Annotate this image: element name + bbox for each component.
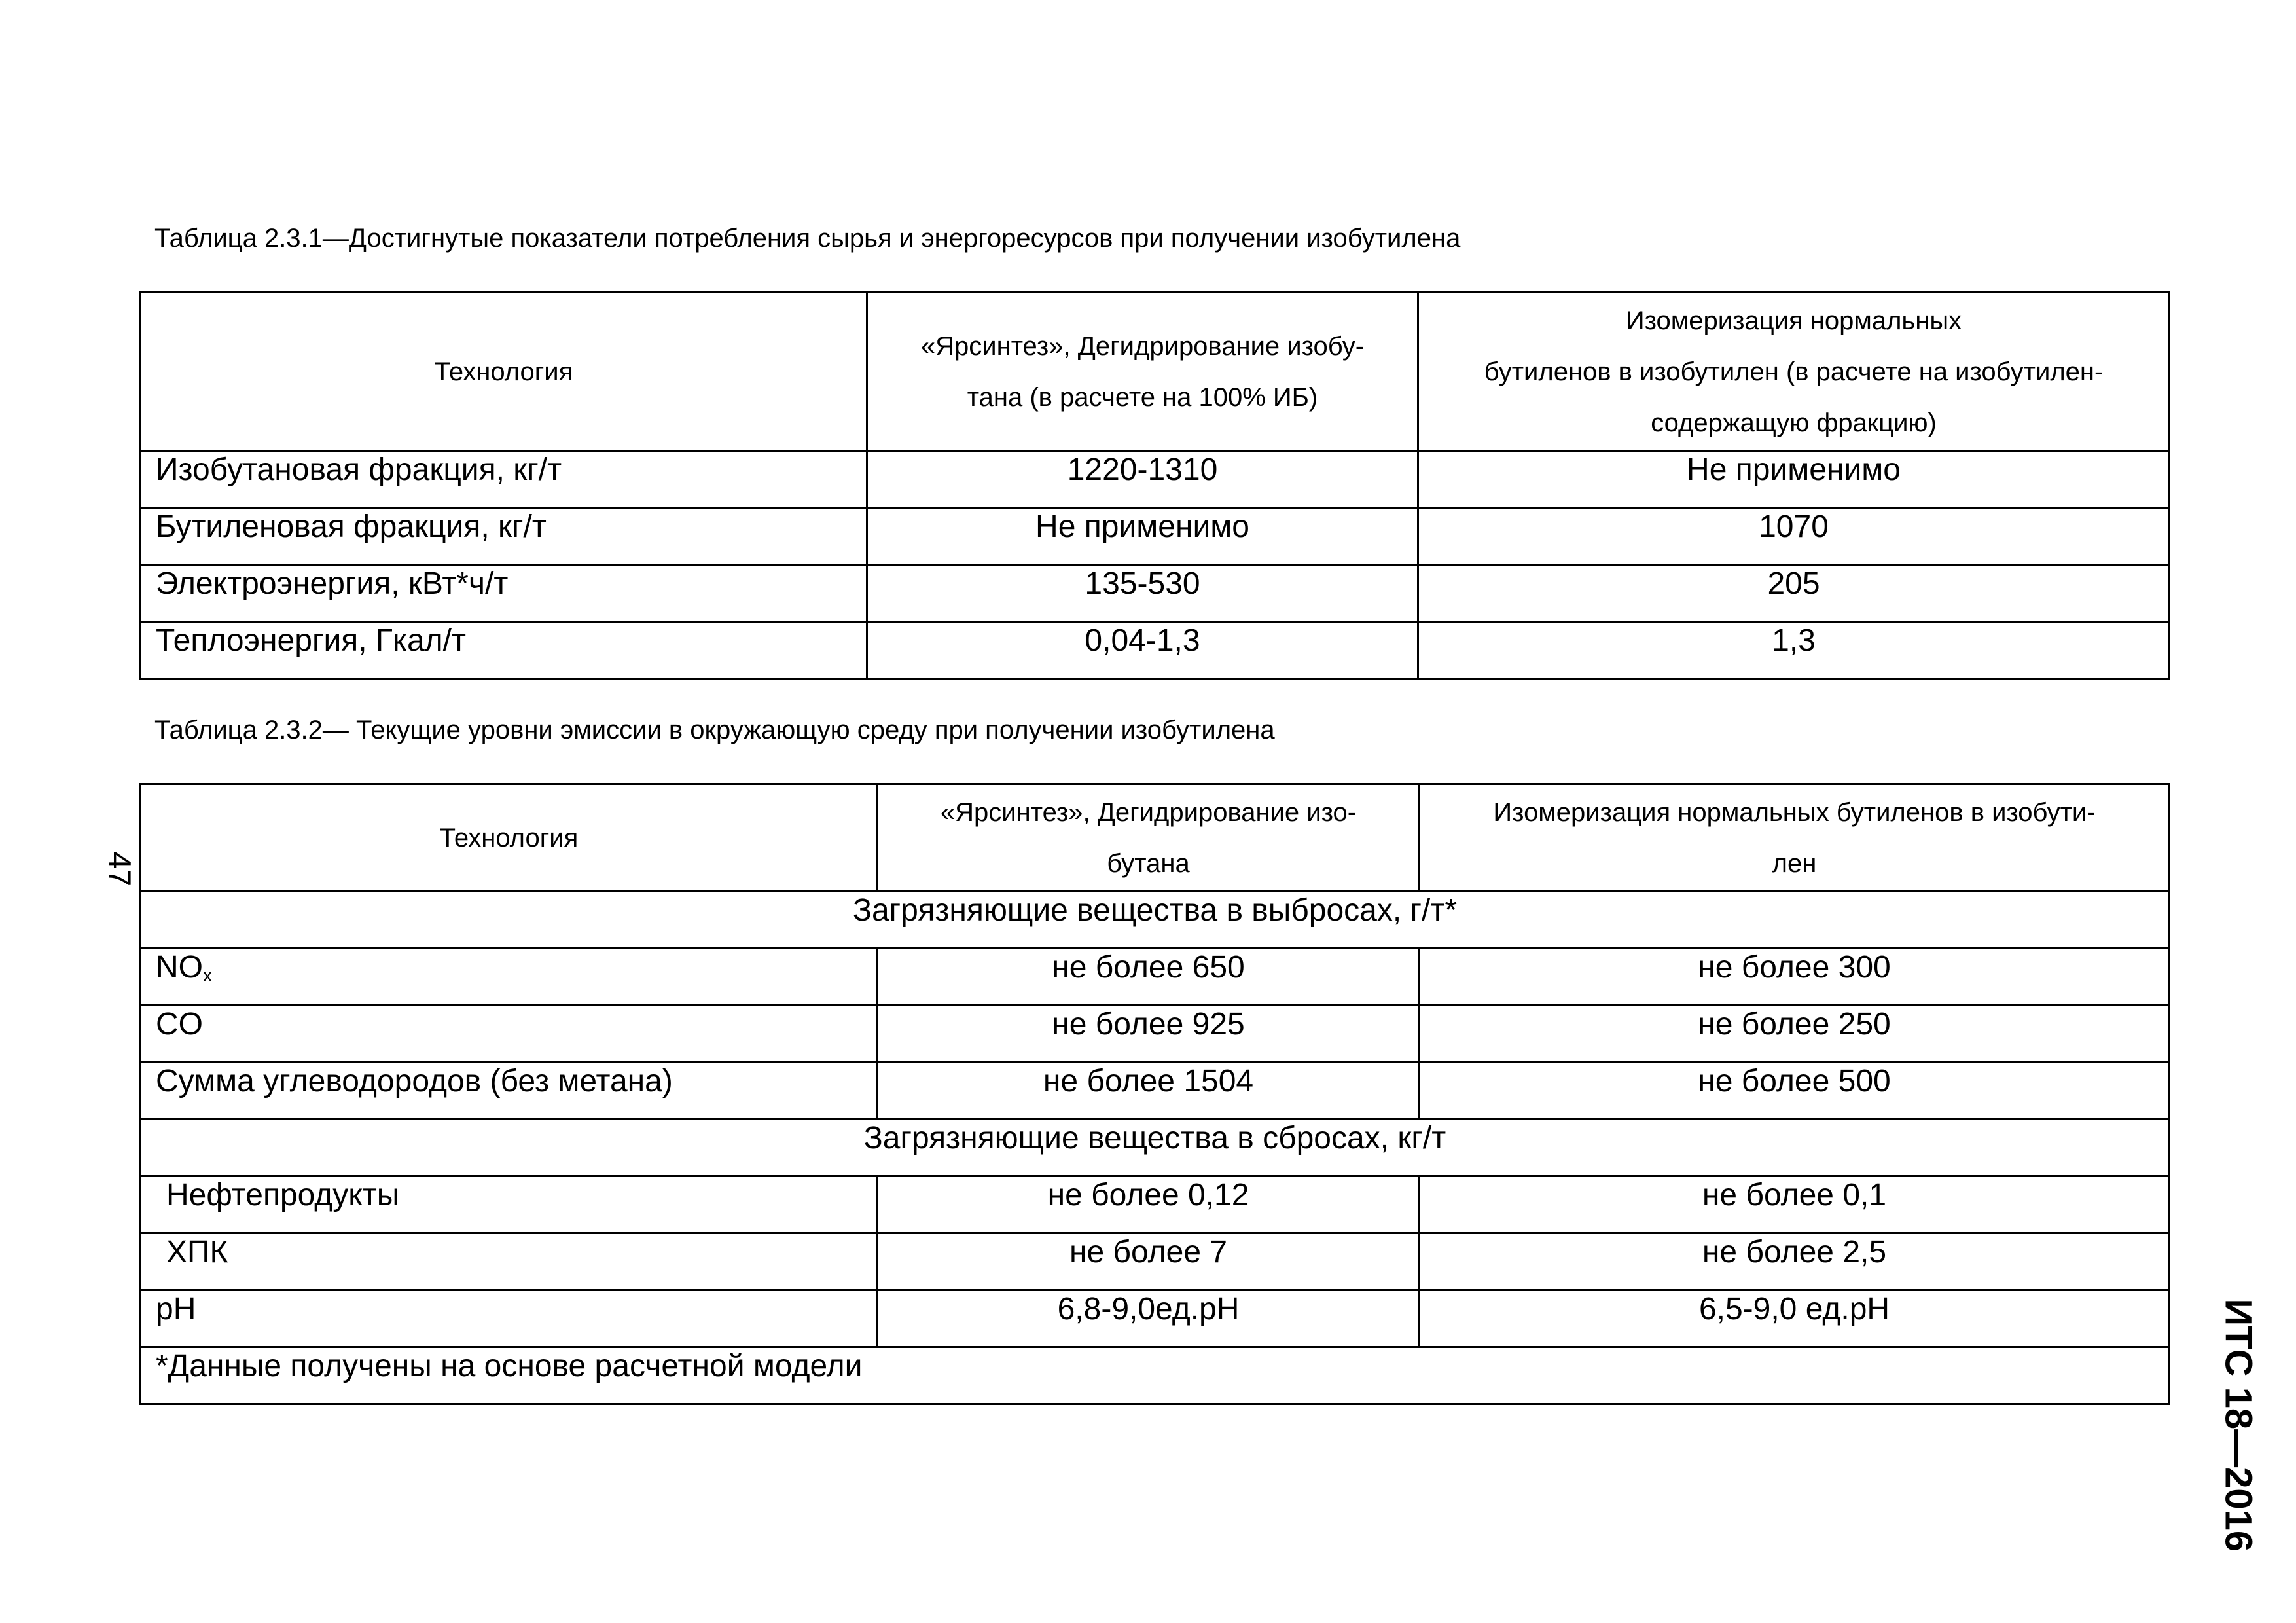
table-row-label: pH xyxy=(141,1290,878,1347)
document-code: ИТС 18—2016 xyxy=(2217,1298,2260,1552)
table-cell: не более 0,12 xyxy=(878,1176,1420,1233)
table-cell: не более 650 xyxy=(878,949,1420,1006)
table-cell: не более 0,1 xyxy=(1420,1176,2170,1233)
table-2-header-technology: Технология xyxy=(141,784,878,892)
table-row-label: Изобутановая фракция, кг/т xyxy=(141,451,867,508)
table-cell: не более 1504 xyxy=(878,1063,1420,1120)
table-1-header-technology: Технология xyxy=(141,293,867,451)
table-row-label: $NO_x$ xyxy=(141,949,878,1006)
table-row-label: Нефтепродукты xyxy=(141,1176,878,1233)
table-1-header-yarsintez: «Ярсинтез», Дегидрирование изобу- тана (в расчете на 100% ИБ) xyxy=(867,293,1418,451)
table-row-label: ХПК xyxy=(141,1233,878,1290)
table-cell: 6,5-9,0 ед.pH xyxy=(1420,1290,2170,1347)
table-row-label: Бутиленовая фракция, кг/т xyxy=(141,508,867,565)
table-2-header-yarsintez: «Ярсинтез», Дегидрирование изо- бутана xyxy=(878,784,1420,892)
table-cell: 1220-1310 xyxy=(867,451,1418,508)
table-2-caption: Таблица 2.3.2— Текущие уровни эмиссии в окружающую среду при получении изобутилена xyxy=(154,716,1275,744)
table-row-label: Теплоэнергия, Гкал/т xyxy=(141,622,867,679)
table-1-header-isomerization: Изомеризация нормальных бутиленов в изобутилен (в расчете на изобутилен- содержащую фракцию) xyxy=(1418,293,2170,451)
page-number: 47 xyxy=(101,851,137,887)
group-header-water-discharges: Загрязняющие вещества в сбросах, кг/т xyxy=(141,1120,2170,1176)
table-cell: 205 xyxy=(1418,565,2170,622)
table-cell: Не применимо xyxy=(867,508,1418,565)
table-cell: не более 250 xyxy=(1420,1006,2170,1063)
table-row-label: Электроэнергия, кВт*ч/т xyxy=(141,565,867,622)
table-cell: не более 7 xyxy=(878,1233,1420,1290)
group-header-air-emissions: Загрязняющие вещества в выбросах, г/т* xyxy=(141,892,2170,949)
table-footnote: *Данные получены на основе расчетной модели xyxy=(141,1347,2170,1404)
table-cell: 1,3 xyxy=(1418,622,2170,679)
table-cell: не более 500 xyxy=(1420,1063,2170,1120)
table-2-header-isomerization: Изомеризация нормальных бутиленов в изобути- лен xyxy=(1420,784,2170,892)
emissions-table xyxy=(139,783,2170,1405)
consumption-table xyxy=(139,291,2170,680)
table-cell: 0,04-1,3 xyxy=(867,622,1418,679)
table-cell: Не применимо xyxy=(1418,451,2170,508)
table-cell: не более 925 xyxy=(878,1006,1420,1063)
table-row-label: CO xyxy=(141,1006,878,1063)
table-cell: не более 2,5 xyxy=(1420,1233,2170,1290)
table-cell: 135-530 xyxy=(867,565,1418,622)
table-cell: 6,8-9,0ед.pH xyxy=(878,1290,1420,1347)
table-cell: 1070 xyxy=(1418,508,2170,565)
table-cell: не более 300 xyxy=(1420,949,2170,1006)
table-1-caption: Таблица 2.3.1—Достигнутые показатели потребления сырья и энергоресурсов при получении изобутилена xyxy=(154,224,1461,253)
table-row-label: Сумма углеводородов (без метана) xyxy=(141,1063,878,1120)
